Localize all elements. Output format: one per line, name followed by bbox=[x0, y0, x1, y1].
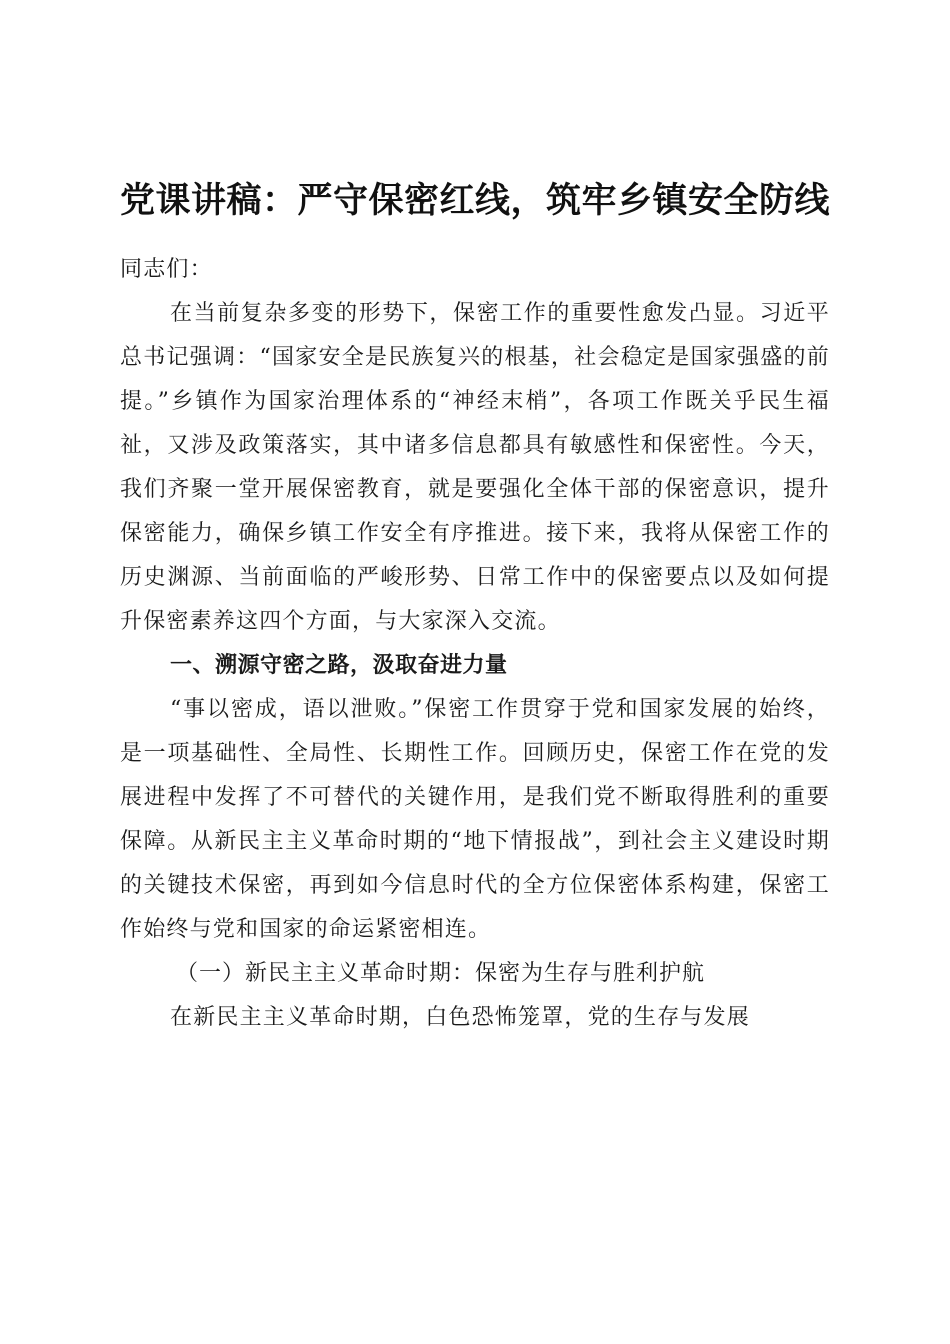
subsection-heading-1: （一）新民主主义革命时期：保密为生存与胜利护航 bbox=[176, 961, 706, 986]
document-title: 党课讲稿：严守保密红线，筑牢乡镇安全防线 bbox=[120, 181, 831, 221]
document-body bbox=[120, 248, 830, 1040]
intro-paragraph: 在当前复杂多变的形势下，保密工作的重要性愈发凸显。习近平总书记强调：“国家安全是民族复兴的根基，社会稳定是国家强盛的前提。”乡镇作为国家治理体系的“神经末梢”，各项工作既关乎民生福祉，又涉及政策落实，其中诸多信息都具有敏感性和保密性。今天，我们齐聚一堂开展保密教育，就是要强化全体干部的保密意识，提升保密能力，确保乡镇工作安全有序推进。接下来，我将从保密工作的历史渊源、当前面临的严峻形势、日常工作中的保密要点以及如何提升保密素养这四个方面，与大家深入交流。 bbox=[120, 301, 830, 634]
section-heading-1: 一、溯源守密之路，汲取奋进力量 bbox=[170, 653, 508, 678]
subsection-1-paragraph: 在新民主主义革命时期，白色恐怖笼罩，党的生存与发展 bbox=[170, 1005, 751, 1030]
salutation: 同志们： bbox=[120, 257, 213, 282]
section-1-paragraph: “事以密成，语以泄败。”保密工作贯穿于党和国家发展的始终，是一项基础性、全局性、长期性工作。回顾历史，保密工作在党的发展进程中发挥了不可替代的关键作用，是我们党不断取得胜利的重要保障。从新民主主义革命时期的“地下情报战”，到社会主义建设时期的关键技术保密，再到如今信息时代的全方位保密体系构建，保密工作始终与党和国家的命运紧密相连。 bbox=[120, 697, 830, 942]
